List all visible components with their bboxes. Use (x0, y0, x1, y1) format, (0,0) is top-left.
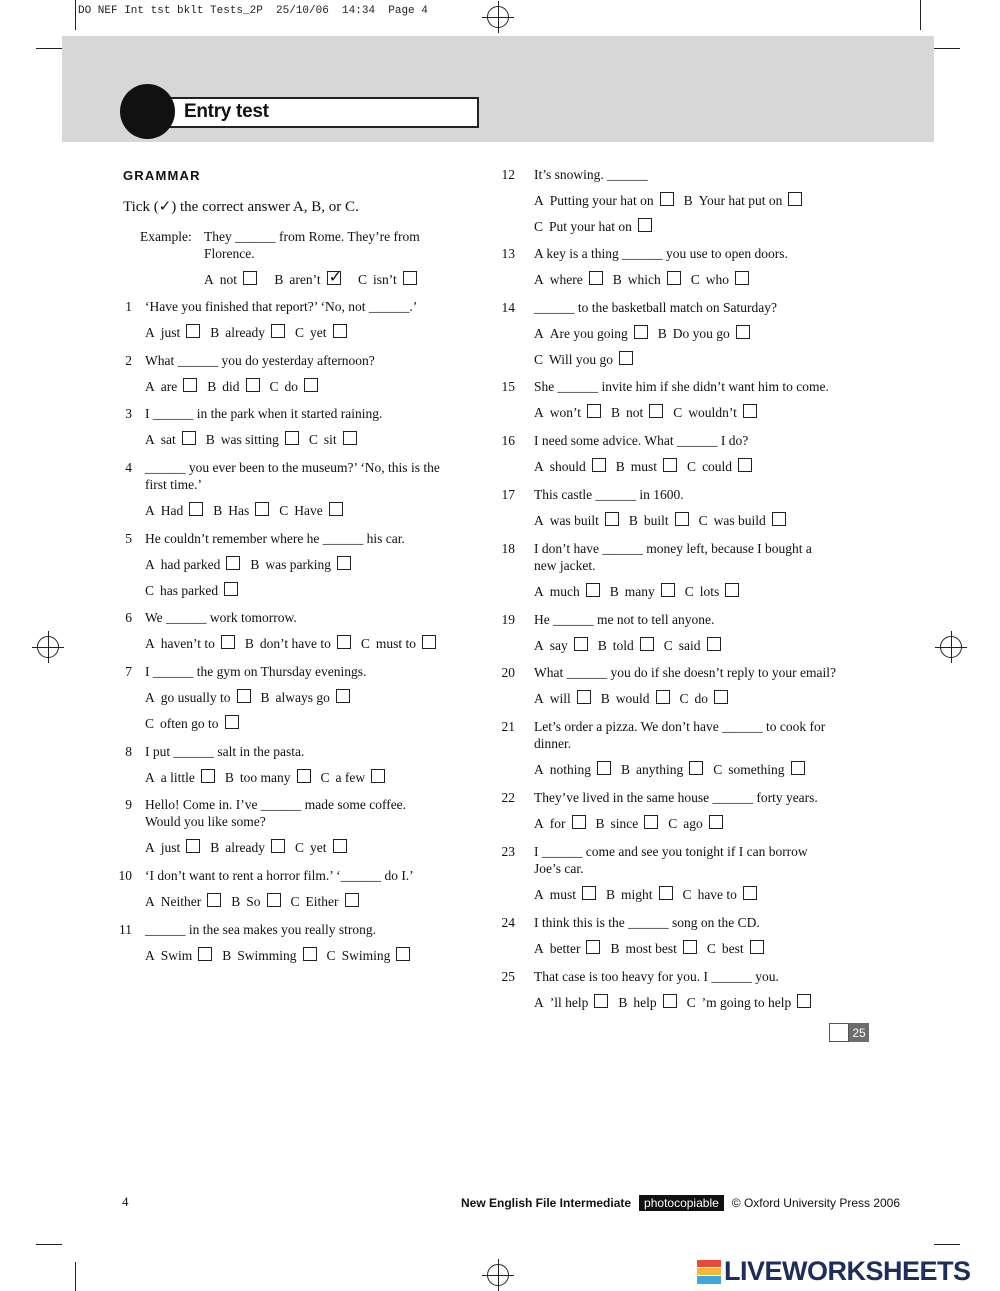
answer-checkbox[interactable] (182, 431, 196, 445)
question-text: Hello! Come in. I’ve ______ made some coffee. (145, 797, 407, 812)
question-number: 5 (125, 531, 132, 546)
question-number: 14 (501, 300, 515, 315)
example-option: B aren’t✓ (274, 271, 340, 288)
answer-checkbox[interactable] (738, 458, 752, 472)
answer-checkbox[interactable] (304, 378, 318, 392)
answer-checkbox[interactable] (735, 271, 749, 285)
answer-option: A had parked (145, 556, 240, 573)
crop-mark (36, 48, 62, 49)
question-number: 6 (125, 610, 132, 625)
answer-options (534, 886, 767, 903)
question-number: 1 (125, 299, 132, 314)
answer-checkbox[interactable] (198, 947, 212, 961)
answer-checkbox[interactable] (788, 192, 802, 206)
question-number: 17 (501, 487, 515, 502)
answer-options (145, 947, 420, 964)
score-total: 25 (849, 1023, 869, 1042)
answer-option: B Your hat put on (684, 192, 803, 209)
answer-checkbox[interactable] (207, 893, 221, 907)
answer-checkbox[interactable] (660, 192, 674, 206)
answer-options (534, 325, 760, 342)
answer-checkbox[interactable] (345, 893, 359, 907)
answer-checkbox[interactable] (343, 431, 357, 445)
question-text: A key is a thing ______ you use to open doors. (534, 246, 788, 261)
answer-checkbox[interactable] (797, 994, 811, 1008)
answer-option: A say (534, 637, 588, 654)
answer-option: C sit (309, 431, 357, 448)
question-text: Would you like some? (145, 814, 266, 829)
answer-option: C often go to (145, 715, 239, 732)
answer-checkbox[interactable] (221, 635, 235, 649)
question-number: 9 (125, 797, 132, 812)
answer-checkbox[interactable] (189, 502, 203, 516)
answer-options (145, 582, 248, 599)
answer-option: B Has (213, 502, 269, 519)
answer-checkbox[interactable] (750, 940, 764, 954)
question-text: Joe’s car. (534, 861, 584, 876)
answer-options (145, 431, 367, 448)
answer-option: C ago (668, 815, 723, 832)
registration-mark (487, 6, 509, 28)
question-number: 19 (501, 612, 515, 627)
answer-option: B built (629, 512, 689, 529)
page-number: 4 (122, 1194, 129, 1209)
answer-checkbox[interactable] (663, 994, 677, 1008)
answer-checkbox[interactable] (663, 458, 677, 472)
liveworksheets-logo-icon (697, 1260, 721, 1284)
answer-option: A Neither (145, 893, 221, 910)
question-number: 4 (125, 460, 132, 475)
answer-option: C must to (361, 635, 436, 652)
answer-checkbox[interactable] (371, 769, 385, 783)
answer-option: C Put your hat on (534, 218, 652, 235)
answer-checkbox[interactable] (226, 556, 240, 570)
question-number: 21 (501, 719, 515, 734)
question-text: What ______ you do yesterday afternoon? (145, 353, 375, 368)
question-number: 15 (501, 379, 515, 394)
answer-checkbox[interactable] (186, 839, 200, 853)
title-disc (120, 84, 175, 139)
answer-checkbox[interactable] (743, 404, 757, 418)
answer-option: A Swim (145, 947, 212, 964)
answer-checkbox[interactable] (736, 325, 750, 339)
answer-option: C Swiming (327, 947, 411, 964)
question-text: I ______ in the park when it started raining. (145, 406, 383, 421)
liveworksheets-brand[interactable] (697, 1256, 971, 1287)
answer-option: B was parking (250, 556, 351, 573)
question-text: They’ve lived in the same house ______ forty years. (534, 790, 818, 805)
checkbox-checked (327, 271, 341, 285)
answer-checkbox[interactable] (714, 690, 728, 704)
answer-options (145, 556, 361, 573)
question-text: ______ in the sea makes you really strong. (145, 922, 376, 937)
answer-option: A won’t (534, 404, 601, 421)
answer-option: B not (611, 404, 663, 421)
question-text: We ______ work tomorrow. (145, 610, 297, 625)
answer-option: B already (210, 324, 285, 341)
answer-options (145, 324, 357, 341)
answer-checkbox[interactable] (675, 512, 689, 526)
question-number: 12 (501, 167, 515, 182)
question-text: ______ you ever been to the museum?’ ‘No, this is the (145, 460, 440, 475)
question-text: He couldn’t remember where he ______ his car. (145, 531, 405, 546)
answer-checkbox[interactable] (201, 769, 215, 783)
answer-option: A Are you going (534, 325, 648, 342)
answer-options (534, 690, 738, 707)
answer-options (145, 769, 395, 786)
logo-stripe (697, 1260, 721, 1267)
answer-options (534, 458, 762, 475)
answer-options (534, 512, 796, 529)
answer-option: C ’m going to help (687, 994, 812, 1011)
answer-checkbox[interactable] (683, 940, 697, 954)
example-option: C isn’t (358, 271, 417, 288)
answer-option: A haven’t to (145, 635, 235, 652)
question-number: 8 (125, 744, 132, 759)
answer-options (534, 761, 815, 778)
example-label: Example: (140, 229, 192, 244)
answer-option: A just (145, 324, 200, 341)
answer-option: C has parked (145, 582, 238, 599)
answer-checkbox[interactable] (689, 761, 703, 775)
answer-option: B many (610, 583, 675, 600)
question-number: 10 (118, 868, 132, 883)
answer-options (145, 689, 360, 706)
answer-option: A where (534, 271, 603, 288)
answer-checkbox[interactable] (303, 947, 317, 961)
answer-option: A are (145, 378, 197, 395)
answer-options (534, 637, 731, 654)
answer-option: B help (618, 994, 676, 1011)
answer-checkbox[interactable] (574, 637, 588, 651)
answer-checkbox[interactable] (237, 689, 251, 703)
answer-option: C do (270, 378, 319, 395)
question-number: 3 (125, 406, 132, 421)
answer-checkbox[interactable] (667, 271, 681, 285)
answer-options (534, 351, 643, 368)
answer-checkbox[interactable] (246, 378, 260, 392)
answer-checkbox[interactable] (329, 502, 343, 516)
example-options (204, 271, 425, 288)
crop-mark (920, 0, 921, 30)
answer-option: A go usually to (145, 689, 251, 706)
question-number: 24 (501, 915, 515, 930)
answer-option: B would (601, 690, 670, 707)
answer-checkbox[interactable] (638, 218, 652, 232)
answer-option: C wouldn’t (673, 404, 757, 421)
answer-option: C do (680, 690, 729, 707)
example-option: A not (204, 271, 257, 288)
answer-options (145, 893, 369, 910)
answer-checkbox[interactable] (709, 815, 723, 829)
answer-checkbox[interactable] (791, 761, 805, 775)
answer-option: C best (707, 940, 764, 957)
answer-option: A nothing (534, 761, 611, 778)
answer-option: A Had (145, 502, 203, 519)
question-number: 22 (501, 790, 515, 805)
question-number: 20 (501, 665, 515, 680)
printer-slug: DO NEF Int tst bklt Tests_2P 25/10/06 14:34 Page 4 (78, 5, 428, 17)
question-number: 11 (119, 922, 132, 937)
answer-option: A for (534, 815, 586, 832)
answer-option: B anything (621, 761, 703, 778)
question-text: She ______ invite him if she didn’t want him to come. (534, 379, 829, 394)
answer-options (145, 715, 249, 732)
question-text: He ______ me not to tell anyone. (534, 612, 715, 627)
answer-options (534, 271, 759, 288)
brand-name: LIVEWORKSHEETS (724, 1256, 971, 1286)
answer-option: A better (534, 940, 600, 957)
score-box (829, 1023, 869, 1042)
answer-option: B Swimming (222, 947, 316, 964)
answer-checkbox[interactable] (605, 512, 619, 526)
answer-option: C who (691, 271, 749, 288)
answer-option: A Putting your hat on (534, 192, 674, 209)
registration-mark (37, 636, 59, 658)
question-text: I ______ come and see you tonight if I can borrow (534, 844, 808, 859)
answer-options (145, 502, 353, 519)
answer-checkbox[interactable] (572, 815, 586, 829)
answer-option: B might (606, 886, 673, 903)
question-number: 7 (125, 664, 132, 679)
question-text: I put ______ salt in the pasta. (145, 744, 305, 759)
answer-options (534, 815, 733, 832)
answer-checkbox[interactable] (337, 556, 351, 570)
crop-mark (75, 1262, 76, 1291)
answer-option: B did (207, 378, 259, 395)
answer-checkbox[interactable] (587, 404, 601, 418)
footer (461, 1195, 900, 1211)
crop-mark (934, 1244, 960, 1245)
answer-checkbox[interactable] (267, 893, 281, 907)
question-number: 16 (501, 433, 515, 448)
answer-option: B most best (610, 940, 696, 957)
question-text: ______ to the basketball match on Saturday? (534, 300, 777, 315)
question-number: 23 (501, 844, 515, 859)
answer-checkbox[interactable] (582, 886, 596, 900)
answer-options (534, 218, 662, 235)
question-text: ‘Have you finished that report?’ ‘No, not ______.’ (145, 299, 418, 314)
answer-checkbox[interactable] (707, 637, 721, 651)
answer-option: A was built (534, 512, 619, 529)
footer-copyright: © Oxford University Press 2006 (731, 1196, 901, 1210)
answer-options (534, 583, 749, 600)
answer-checkbox[interactable] (336, 689, 350, 703)
answer-checkbox[interactable] (589, 271, 603, 285)
answer-options (145, 378, 328, 395)
score-input[interactable] (829, 1023, 849, 1042)
answer-option: B must (616, 458, 677, 475)
section-heading: GRAMMAR (123, 168, 201, 183)
answer-checkbox[interactable] (772, 512, 786, 526)
answer-option: C have to (683, 886, 757, 903)
answer-checkbox[interactable] (271, 324, 285, 338)
question-text: I think this is the ______ song on the CD. (534, 915, 760, 930)
page-title: Entry test (184, 101, 269, 122)
answer-option: A much (534, 583, 600, 600)
question-number: 2 (125, 353, 132, 368)
crop-mark (934, 48, 960, 49)
answer-option: B too many (225, 769, 311, 786)
answer-option: C yet (295, 839, 347, 856)
answer-option: A just (145, 839, 200, 856)
answer-checkbox[interactable] (586, 940, 600, 954)
answer-checkbox[interactable] (422, 635, 436, 649)
answer-checkbox[interactable] (333, 324, 347, 338)
answer-checkbox[interactable] (224, 582, 238, 596)
answer-option: B told (598, 637, 654, 654)
answer-option: C was build (699, 512, 786, 529)
answer-option: C a few (321, 769, 386, 786)
example-text: They ______ from Rome. They’re from (204, 229, 420, 244)
question-number: 13 (501, 246, 515, 261)
answer-checkbox[interactable] (285, 431, 299, 445)
answer-options (534, 994, 821, 1011)
answer-option: C said (664, 637, 721, 654)
question-text: dinner. (534, 736, 572, 751)
answer-options (145, 839, 357, 856)
answer-checkbox[interactable] (183, 378, 197, 392)
question-text: ‘I don’t want to rent a horror film.’ ‘______ do I.’ (145, 868, 414, 883)
answer-checkbox[interactable] (725, 583, 739, 597)
answer-option: B was sitting (206, 431, 299, 448)
answer-option: A will (534, 690, 591, 707)
answer-option: C lots (685, 583, 740, 600)
answer-options (534, 192, 812, 209)
answer-checkbox[interactable] (594, 994, 608, 1008)
question-text: It’s snowing. ______ (534, 167, 648, 182)
instructions: Tick (✓) the correct answer A, B, or C. (123, 199, 359, 215)
example-text: Florence. (204, 246, 255, 261)
answer-checkbox[interactable] (634, 325, 648, 339)
answer-checkbox[interactable] (592, 458, 606, 472)
answer-checkbox[interactable] (656, 690, 670, 704)
answer-checkbox[interactable] (743, 886, 757, 900)
answer-options (534, 404, 767, 421)
answer-option: B always go (261, 689, 350, 706)
answer-checkbox[interactable] (225, 715, 239, 729)
answer-option: A must (534, 886, 596, 903)
answer-option: A a little (145, 769, 215, 786)
question-text: This castle ______ in 1600. (534, 487, 684, 502)
checkbox (243, 271, 257, 285)
answer-checkbox[interactable] (659, 886, 673, 900)
answer-option: C could (687, 458, 752, 475)
question-text: I need some advice. What ______ I do? (534, 433, 749, 448)
checkbox (403, 271, 417, 285)
answer-checkbox[interactable] (661, 583, 675, 597)
answer-option: B already (210, 839, 285, 856)
answer-checkbox[interactable] (255, 502, 269, 516)
answer-checkbox[interactable] (337, 635, 351, 649)
answer-checkbox[interactable] (597, 761, 611, 775)
answer-checkbox[interactable] (619, 351, 633, 365)
answer-option: B So (231, 893, 280, 910)
answer-options (534, 940, 774, 957)
logo-stripe (697, 1276, 721, 1283)
answer-option: C Either (291, 893, 359, 910)
answer-option: B don’t have to (245, 635, 351, 652)
answer-option: A should (534, 458, 606, 475)
answer-checkbox[interactable] (577, 690, 591, 704)
question-text: first time.’ (145, 477, 202, 492)
answer-checkbox[interactable] (586, 583, 600, 597)
crop-mark (36, 1244, 62, 1245)
answer-checkbox[interactable] (644, 815, 658, 829)
answer-checkbox[interactable] (271, 839, 285, 853)
answer-option: B since (596, 815, 659, 832)
footer-book: New English File Intermediate (461, 1196, 632, 1210)
answer-option: C something (713, 761, 804, 778)
answer-checkbox[interactable] (186, 324, 200, 338)
question-number: 25 (501, 969, 515, 984)
answer-option: A ’ll help (534, 994, 608, 1011)
question-text: new jacket. (534, 558, 596, 573)
answer-option: C Have (279, 502, 343, 519)
answer-option: A sat (145, 431, 196, 448)
answer-checkbox[interactable] (333, 839, 347, 853)
answer-checkbox[interactable] (297, 769, 311, 783)
logo-stripe (697, 1268, 721, 1275)
answer-options (145, 635, 446, 652)
answer-checkbox[interactable] (396, 947, 410, 961)
question-text: That case is too heavy for you. I ______ you. (534, 969, 779, 984)
question-text: I don’t have ______ money left, because I bought a (534, 541, 812, 556)
answer-option: C Will you go (534, 351, 633, 368)
question-text: Let’s order a pizza. We don’t have ______ to cook for (534, 719, 826, 734)
answer-checkbox[interactable] (640, 637, 654, 651)
question-text: What ______ you do if she doesn’t reply to your email? (534, 665, 836, 680)
question-number: 18 (501, 541, 515, 556)
crop-mark (75, 0, 76, 30)
photocopiable-badge: photocopiable (639, 1195, 724, 1211)
answer-option: B which (613, 271, 681, 288)
registration-mark (487, 1264, 509, 1286)
answer-option: C yet (295, 324, 347, 341)
question-text: I ______ the gym on Thursday evenings. (145, 664, 367, 679)
answer-checkbox[interactable] (649, 404, 663, 418)
registration-mark (940, 636, 962, 658)
answer-option: B Do you go (658, 325, 750, 342)
